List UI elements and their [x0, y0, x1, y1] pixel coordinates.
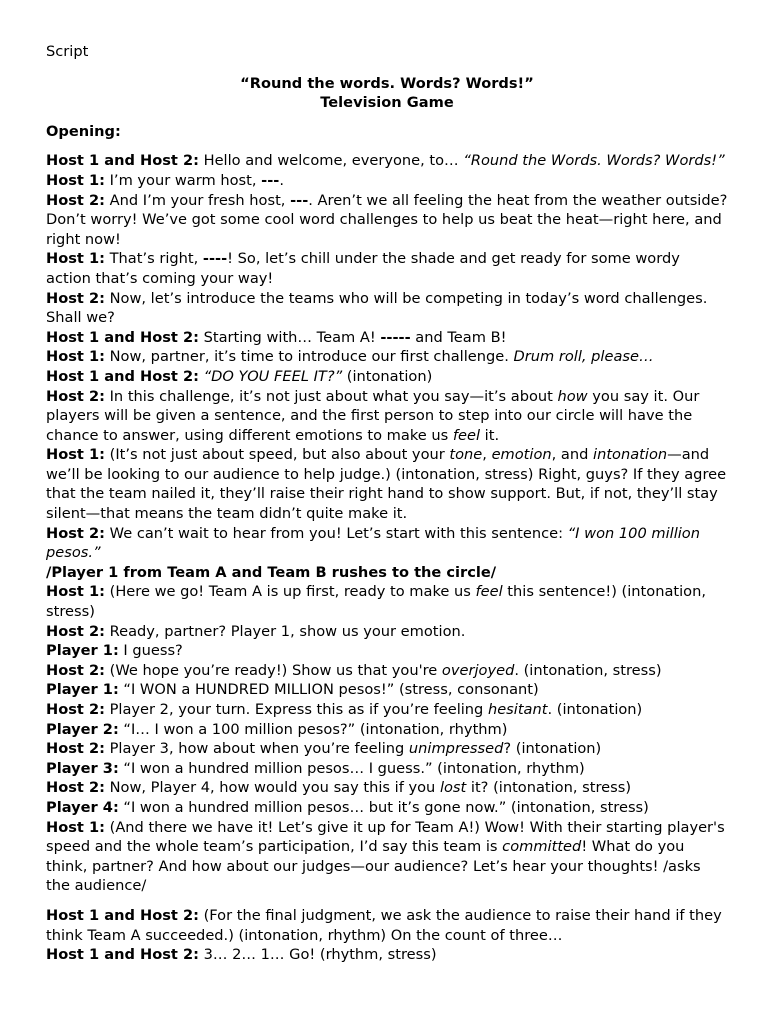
line-text: Ready, partner? Player 1, show us your emotion. — [104, 622, 466, 640]
dialogue-line — [46, 661, 728, 681]
line-text: (Here we go! Team A is up first, ready to make us — [104, 583, 476, 601]
dialogue-line — [46, 700, 728, 720]
line-text: and Team B! — [410, 328, 507, 346]
dialogue-line — [46, 641, 728, 661]
line-text: (It’s not just about speed, but also about your — [104, 446, 450, 464]
emphasis-text: Drum roll, please… — [513, 348, 654, 366]
speaker-name: Player 1: — [46, 642, 119, 660]
script-label: Script — [46, 43, 89, 60]
line-text: you say it. Our players will be given a sentence, and the first person to step into our circle will have the chance to answer, using different emotions to make us — [46, 387, 700, 444]
title-block — [46, 74, 728, 113]
speaker-name: Player 1: — [46, 681, 119, 699]
dialogue-line — [46, 582, 728, 621]
speaker-name: Host 2: — [46, 524, 105, 542]
line-text: “I won a hundred million pesos… I guess.” (intonation, rhythm) — [118, 759, 585, 777]
line-text: (And there we have it! Let’s give it up for Team A!) Wow! With their starting player's speed and the whole team’s participation, I’d say this team is — [46, 818, 725, 856]
line-text: it? (intonation, stress) — [466, 779, 632, 797]
dialogue-line — [46, 328, 728, 348]
speaker-name: Host 1 and Host 2: — [46, 906, 199, 924]
line-text: (intonation) — [342, 367, 433, 385]
speaker-name: Host 1: — [46, 446, 105, 464]
line-text: ? (intonation) — [503, 740, 602, 758]
document-title: “Round the words. Words? Words!” — [240, 74, 534, 92]
line-text: Hello and welcome, everyone, to… — [198, 152, 464, 170]
dialogue-line — [46, 622, 728, 642]
line-text: “I… I won a 100 million pesos?” (intonation, rhythm) — [118, 720, 508, 738]
line-text: Now, Player 4, how would you say this if you — [104, 779, 440, 797]
line-text: Player 2, your turn. Express this as if you’re feeling — [104, 701, 488, 718]
speaker-name: Host 1: — [46, 348, 105, 366]
dialogue-line — [46, 720, 728, 740]
stage-direction — [46, 563, 728, 583]
dialogue-line — [46, 191, 728, 250]
speaker-name: Host 2: — [46, 779, 105, 797]
emphasis-text: feel — [452, 426, 481, 444]
name-placeholder: --- — [290, 191, 309, 209]
emphasis-text: unimpressed — [408, 740, 504, 758]
document-subtitle: Television Game — [320, 94, 454, 112]
name-placeholder: --- — [261, 171, 280, 189]
dialogue-line — [46, 524, 728, 563]
dialogue-line — [46, 289, 728, 328]
dialogue-line — [46, 387, 728, 446]
dialogue-line — [46, 680, 728, 700]
line-text: (For the final judgment, we ask the audience to raise their hand if they think Team A succeeded.) (intonation, rhythm) On the count of three… — [46, 906, 722, 944]
line-text: . — [279, 171, 284, 189]
speaker-name: Host 2: — [46, 701, 105, 718]
dialogue-line — [46, 347, 728, 367]
line-text: ! What do you think, partner? And how about our judges—our audience? Let’s hear your thoughts! /asks the audience/ — [46, 838, 701, 895]
line-text: In this challenge, it’s not just about what you say—it’s about — [104, 387, 558, 405]
name-placeholder: ---- — [202, 250, 228, 268]
emphasis-text: tone — [449, 446, 483, 464]
name-placeholder: ----- — [380, 328, 411, 346]
emphasis-text: overjoyed — [441, 661, 515, 679]
line-text: Now, let’s introduce the teams who will be competing in today’s word challenges. Shall we? — [46, 289, 708, 327]
dialogue — [46, 151, 728, 964]
line-text: Now, partner, it’s time to introduce our first challenge. — [104, 348, 514, 366]
emphasis-text: lost — [439, 779, 467, 797]
line-text: (We hope you’re ready!) Show us that you're — [104, 661, 442, 679]
emphasis-text: committed — [502, 838, 582, 856]
emphasis-text: “DO YOU FEEL IT?” — [203, 367, 343, 385]
speaker-name: Player 3: — [46, 759, 119, 777]
dialogue-line — [46, 759, 728, 779]
emphasis-text: feel — [475, 583, 503, 601]
line-text: Player 3, how about when you’re feeling — [104, 740, 409, 758]
speaker-name: Host 1: — [46, 171, 105, 189]
stage-direction-text: /Player 1 from Team A and Team B rushes to the circle/ — [46, 563, 497, 581]
speaker-name: Host 2: — [46, 289, 105, 307]
dialogue-line — [46, 171, 728, 191]
line-text: I’m your warm host, — [104, 171, 262, 189]
speaker-name: Player 2: — [46, 720, 119, 738]
dialogue-line — [46, 798, 728, 818]
line-text: I guess? — [118, 642, 183, 660]
dialogue-line — [46, 367, 728, 387]
dialogue-line — [46, 249, 728, 288]
emphasis-text: intonation — [593, 446, 668, 464]
line-text: We can’t wait to hear from you! Let’s start with this sentence: — [104, 524, 568, 542]
line-text: “I WON a HUNDRED MILLION pesos!” (stress, consonant) — [118, 681, 539, 699]
emphasis-text: how — [557, 387, 588, 405]
line-text: And I’m your fresh host, — [104, 191, 291, 209]
dialogue-line — [46, 778, 728, 798]
line-text: this sentence!) (intonation, stress) — [46, 583, 706, 621]
line-text: 3… 2… 1… Go! (rhythm, stress) — [198, 946, 437, 964]
emphasis-text: hesitant — [487, 701, 548, 718]
speaker-name: Host 1 and Host 2: — [46, 946, 199, 964]
dialogue-line — [46, 739, 728, 759]
emphasis-text: “I won 100 million pesos.” — [46, 524, 700, 562]
line-text: . (intonation, stress) — [514, 661, 662, 679]
speaker-name: Host 1: — [46, 818, 105, 836]
line-text: . (intonation) — [547, 701, 643, 718]
speaker-name: Host 2: — [46, 661, 105, 679]
line-text: it. — [480, 426, 500, 444]
speaker-name: Host 2: — [46, 191, 105, 209]
dialogue-line — [46, 818, 728, 896]
speaker-name: Host 1 and Host 2: — [46, 152, 199, 170]
line-text: , — [482, 446, 492, 464]
dialogue-line — [46, 445, 728, 523]
speaker-name: Host 1 and Host 2: — [46, 328, 199, 346]
speaker-name: Host 1: — [46, 583, 105, 601]
dialogue-line — [46, 945, 728, 965]
speaker-name: Host 2: — [46, 740, 105, 758]
emphasis-text: emotion — [491, 446, 552, 464]
emphasis-text: “Round the Words. Words? Words!” — [463, 152, 725, 170]
dialogue-line — [46, 151, 728, 171]
speaker-name: Host 2: — [46, 387, 105, 405]
speaker-name: Host 1 and Host 2: — [46, 367, 199, 385]
speaker-name: Player 4: — [46, 798, 119, 816]
line-text: , and — [551, 446, 594, 464]
line-text: Starting with… Team A! — [198, 328, 381, 346]
line-text: —and we’ll be looking to our audience to help judge.) (intonation, stress) Right, guys? If they agree that the team nailed it, they’ll raise their right hand to show support. But, if not, they’ll stay silent—that means the team didn’t quite make it. — [46, 446, 727, 523]
dialogue-line — [46, 906, 728, 945]
line-text: That’s right, — [104, 250, 203, 268]
line-text: ! So, let’s chill under the shade and get ready for some wordy action that’s coming your way! — [46, 250, 680, 287]
line-text: “I won a hundred million pesos… but it’s gone now.” (intonation, stress) — [118, 798, 649, 816]
speaker-name: Host 2: — [46, 622, 105, 640]
line-text: . Aren’t we all feeling the heat from the weather outside? Don’t worry! We’ve got some cool word challenges to help us beat the heat—right here, and right now! — [46, 191, 728, 248]
speaker-name: Host 1: — [46, 250, 105, 268]
section-heading: Opening: — [46, 122, 121, 140]
